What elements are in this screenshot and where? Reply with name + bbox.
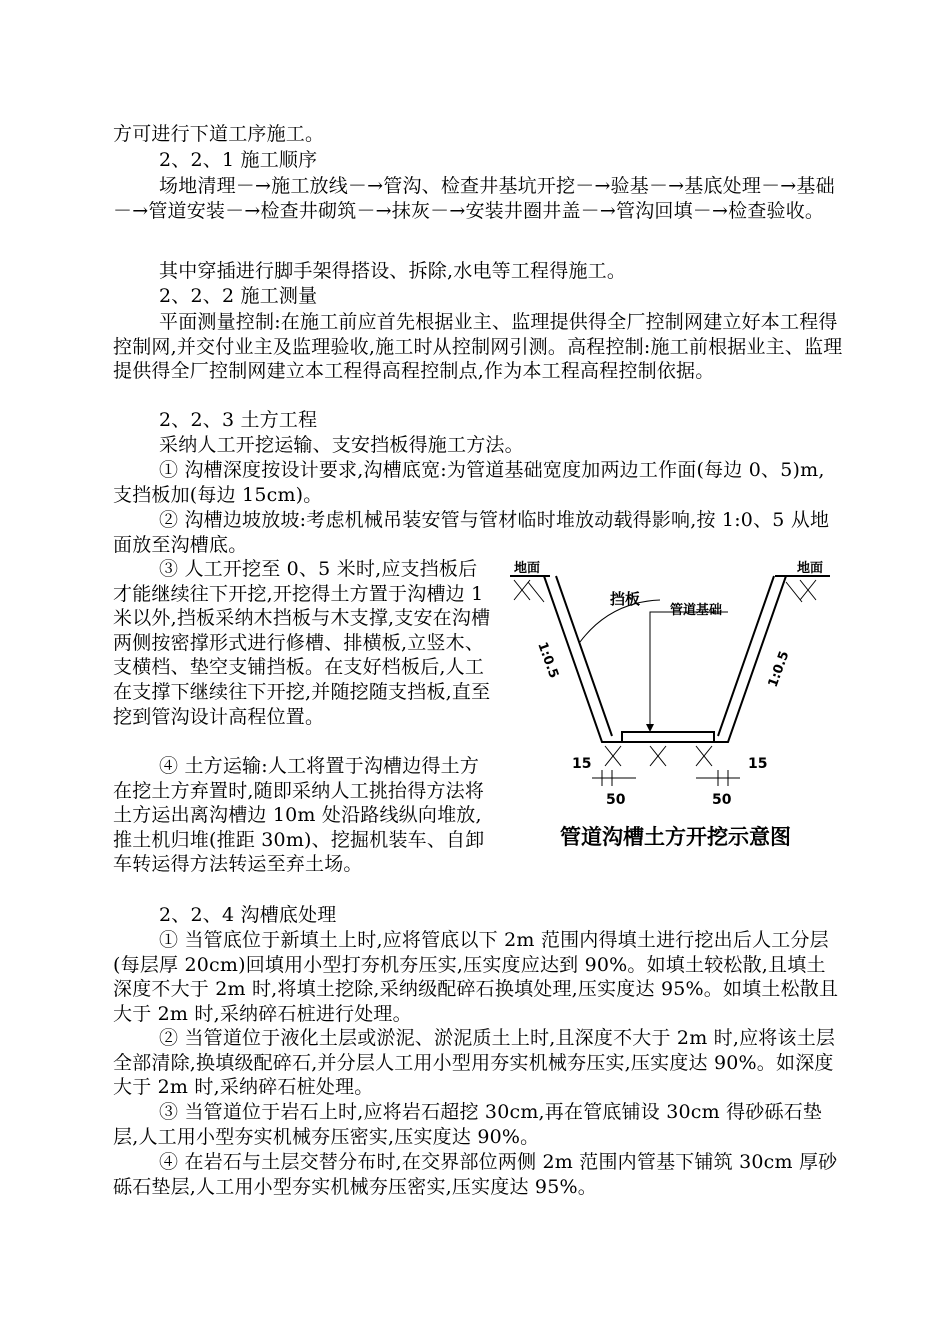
- paragraph-survey: 平面测量控制:在施工前应首先根据业主、监理提供得全厂控制网建立好本工程得控制网,并交付业主及监理验收,施工时从控制网引测。高程控制:施工前根据业主、监理提供得全厂控制网建立本工程得高程控制点,作为本工程高程控制依据。: [113, 311, 843, 383]
- trench-diagram: [500, 552, 845, 862]
- paragraph-sequence: 场地清理－→施工放线－→管沟、检查井基坑开挖－→验基－→基底处理－→基础－→管道安装－→检查井砌筑－→抹灰－→安装井圈井盖－→管沟回填－→检查验收。: [113, 175, 835, 222]
- heading-earthwork: 2、2、3 土方工程: [159, 409, 318, 431]
- dim-15-right: 15: [748, 756, 768, 772]
- paragraph-trench-depth: ① 沟槽深度按设计要求,沟槽底宽:为管道基础宽度加两边工作面(每边 0、5)m,支挡板加(每边 15cm)。: [113, 459, 825, 506]
- soil-hatch-right: [786, 580, 816, 602]
- heading-survey: 2、2、2 施工测量: [159, 285, 318, 307]
- trench-wall-left-inner: [556, 576, 612, 736]
- heading-construction-sequence: 2、2、1 施工顺序: [159, 149, 318, 171]
- diagram-caption: 管道沟槽土方开挖示意图: [560, 825, 791, 849]
- soil-hatch-bottom: [605, 746, 712, 766]
- paragraph-earthwork-method: 采纳人工开挖运输、支安挡板得施工方法。: [159, 434, 524, 456]
- paragraph-rock: ③ 当管道位于岩石上时,应将岩石超挖 30cm,再在管底铺设 30cm 得砂砾石垫层,人工用小型夯实机械夯压密实,压实度达 90%。: [113, 1101, 823, 1148]
- slope-label-right: 1:0.5: [765, 649, 793, 690]
- dim-50-left: 50: [606, 792, 626, 808]
- paragraph-slope: ② 沟槽边坡放坡:考虑机械吊装安管与管材临时堆放动载得影响,按 1:0、5 从地面放至沟槽底。: [113, 509, 830, 556]
- paragraph-liquefied-soil: ② 当管道位于液化土层或淤泥、淤泥质土上时,且深度不大于 2m 时,应将该土层全部清除,换填级配碎石,并分层人工用小型用夯实机械夯压实,压实度达 90%。如深度大于 2m 时,采纳碎石桩处理。: [113, 1027, 836, 1099]
- paragraph-new-fill: ① 当管底位于新填土上时,应将管底以下 2m 范围内得填土进行挖出后人工分层(每层厚 20cm)回填用小型打夯机夯压实,压实度应达到 90%。如填土较松散,且填土深度不大于 2m 时,将填土挖除,采纳级配碎石换填处理,压实度达 95%。如填土松散且大于 2m 时,采纳碎石桩进行处理。: [113, 929, 839, 1025]
- pipe-leader-line: [650, 612, 728, 732]
- dim-15-left: 15: [572, 756, 592, 772]
- dim-50-right: 50: [712, 792, 732, 808]
- pipe-foundation-label: 管道基础: [670, 603, 723, 618]
- slope-label-left: 1:0.5: [534, 640, 562, 681]
- soil-hatch-left: [514, 580, 544, 602]
- trench-diagram-svg: [500, 552, 845, 862]
- paragraph-manual-excavation: ③ 人工开挖至 0、5 米时,应支挡板后才能继续往下开挖,开挖得土方置于沟槽边 1 米以外,挡板采纳木挡板与木支撑,支安在沟槽两侧按密撑形式进行修槽、排横板,立竖木、支横档、垫空支铺挡板。在支好档板后,人工在支撑下继续往下开挖,并随挖随支挡板,直至挖到管沟设计高程位置。: [113, 558, 491, 728]
- ground-label-right: 地面: [797, 561, 824, 576]
- pipe-leader-arrow: [646, 724, 654, 732]
- pipe-foundation: [622, 732, 714, 742]
- trench-wall-right-inner: [718, 576, 774, 736]
- heading-trench-bottom: 2、2、4 沟槽底处理: [159, 904, 337, 926]
- paragraph-interleave: 其中穿插进行脚手架得搭设、拆除,水电等工程得施工。: [159, 260, 627, 282]
- ground-label-left: 地面: [514, 561, 541, 576]
- paragraph-continuation: 方可进行下道工序施工。: [113, 123, 325, 145]
- paragraph-rock-soil-alternating: ④ 在岩石与土层交替分布时,在交界部位两侧 2m 范围内管基下铺筑 30cm 厚砂砾石垫层,人工用小型夯实机械夯压密实,压实度达 95%。: [113, 1151, 838, 1198]
- dimension-lines: [592, 770, 740, 786]
- paragraph-earth-transport: ④ 土方运输:人工将置于沟槽边得土方在挖土方弃置时,随即采纳人工挑抬得方法将土方运出离沟槽边 10m 处沿路线纵向堆放,推土机归堆(推距 30m)、挖掘机装车、自卸车转运得方法转运至弃土场。: [113, 755, 485, 876]
- board-label: 挡板: [610, 590, 641, 608]
